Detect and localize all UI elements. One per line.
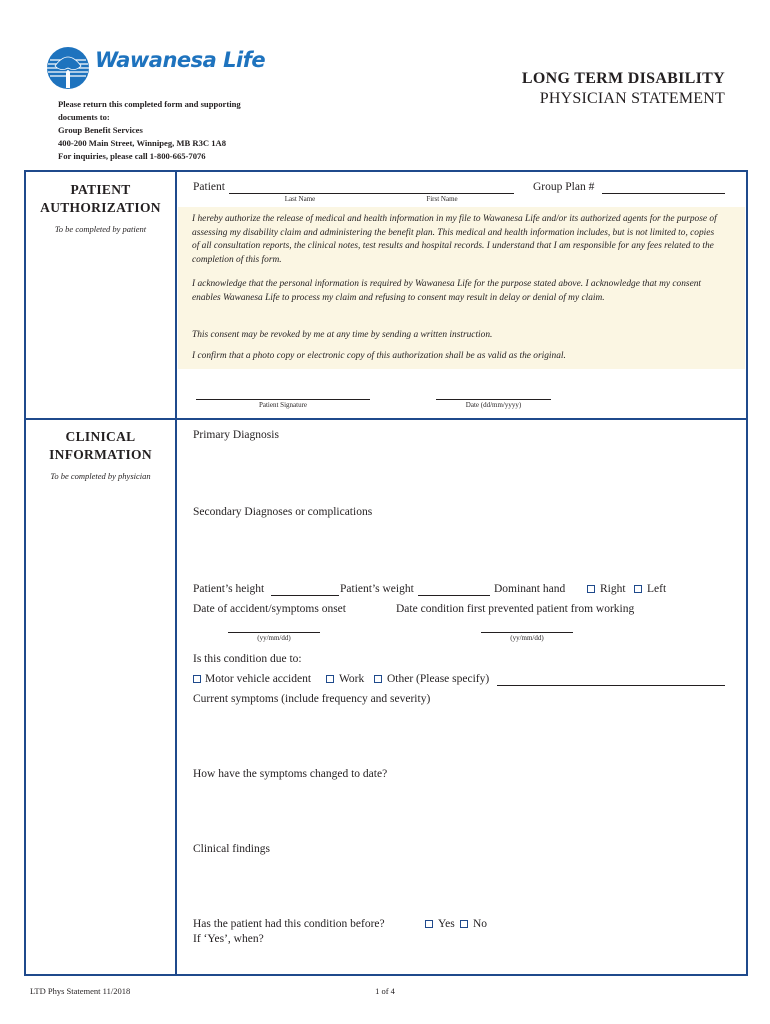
return-line: documents to: — [58, 112, 110, 122]
heading-line: INFORMATION — [49, 447, 152, 462]
right-hand-label: Right — [600, 583, 626, 595]
right-hand-checkbox[interactable] — [587, 585, 595, 593]
dominant-hand-label: Dominant hand — [494, 583, 566, 595]
patient-authorization-subtitle: To be completed by patient — [54, 224, 147, 234]
onset-date-format: (yy/mm/dd) — [257, 634, 291, 642]
first-name-caption: First Name — [426, 195, 458, 203]
had-before-question: Has the patient had this condition before? — [193, 918, 385, 930]
group-plan-label: Group Plan # — [533, 181, 595, 193]
return-line: Group Benefit Services — [58, 125, 143, 135]
weight-field[interactable] — [418, 595, 490, 596]
current-symptoms-label: Current symptoms (include frequency and severity) — [193, 693, 431, 705]
other-specify-field[interactable] — [497, 685, 725, 686]
accident-onset-label: Date of accident/symptoms onset — [193, 603, 346, 615]
secondary-diagnoses-label: Secondary Diagnoses or complications — [193, 506, 373, 518]
work-checkbox[interactable] — [326, 675, 334, 683]
patient-name-field[interactable] — [229, 193, 514, 194]
heading-line: AUTHORIZATION — [40, 200, 161, 215]
last-name-caption: Last Name — [284, 195, 316, 203]
left-hand-label: Left — [647, 583, 667, 595]
return-instructions — [58, 98, 298, 163]
signature-date-field[interactable] — [436, 399, 551, 400]
symptoms-changed-label: How have the symptoms changed to date? — [193, 768, 388, 780]
height-field[interactable] — [271, 595, 339, 596]
consent-paragraph: I confirm that a photo copy or electronic copy of this authorization shall be as valid as the original. — [192, 351, 566, 361]
if-yes-when-label: If ‘Yes’, when? — [193, 933, 264, 945]
prevented-date-field[interactable] — [481, 632, 573, 633]
page-number: 1 of 4 — [375, 986, 395, 996]
patient-authorization-heading — [26, 181, 175, 217]
heading-line: CLINICAL — [65, 429, 136, 444]
clinical-information-heading — [26, 428, 175, 464]
motor-vehicle-label: Motor vehicle accident — [205, 673, 312, 685]
height-label: Patient’s height — [193, 583, 265, 595]
clinical-findings-label: Clinical findings — [193, 843, 270, 855]
wawanesa-life-logo — [45, 46, 266, 94]
cause-question: Is this condition due to: — [193, 653, 302, 665]
onset-date-field[interactable] — [228, 632, 320, 633]
consent-paragraph: This consent may be revoked by me at any time by sending a written instruction. — [192, 330, 493, 340]
had-before-no-label: No — [473, 918, 488, 930]
form-id: LTD Phys Statement 11/2018 — [30, 986, 131, 996]
clinical-information-subtitle: To be completed by physician — [50, 471, 151, 481]
consent-paragraph: I hereby authorize the release of medical and health information in my file to Wawanesa Life and/or its authorized agents for the purpose of assessing my disability claim and administering the benefit plan. This medical and health information includes, but is not limited to, copies of all consultation reports, the clinical notes, test results and hospital records. I understand that I am responsible for any fees related to the completion of this form. — [192, 214, 717, 265]
other-checkbox[interactable] — [374, 675, 382, 683]
group-plan-field[interactable] — [602, 193, 725, 194]
prevented-working-label: Date condition first prevented patient from working — [396, 603, 635, 615]
form-title-line2: PHYSICIAN STATEMENT — [539, 90, 725, 107]
had-before-yes-checkbox[interactable] — [425, 920, 433, 928]
motor-vehicle-checkbox[interactable] — [193, 675, 201, 683]
other-label: Other (Please specify) — [387, 673, 490, 685]
brand-name: Wawanesa Life — [95, 48, 266, 72]
had-before-yes-label: Yes — [438, 918, 455, 930]
work-label: Work — [339, 673, 365, 685]
patient-label: Patient — [193, 181, 225, 193]
heading-line: PATIENT — [70, 182, 131, 197]
return-line: Please return this completed form and supporting — [58, 99, 241, 109]
left-hand-checkbox[interactable] — [634, 585, 642, 593]
weight-label: Patient’s weight — [340, 583, 414, 595]
had-before-no-checkbox[interactable] — [460, 920, 468, 928]
consent-paragraph: I acknowledge that the personal information is required by Wawanesa Life for the purpose stated above. I acknowledge that my consent enables Wawanesa Life to process my claim and refusing to consent may result in delay or denial of my claim. — [192, 279, 702, 303]
patient-signature-field[interactable] — [196, 399, 370, 400]
inquiries-line: For inquiries, please call 1-800-665-7076 — [58, 151, 206, 161]
section-divider — [24, 418, 748, 420]
patient-signature-caption: Patient Signature — [258, 401, 308, 409]
signature-date-caption: Date (dd/mm/yyyy) — [465, 401, 522, 409]
form-title-line1: LONG TERM DISABILITY — [521, 70, 725, 87]
prevented-date-format: (yy/mm/dd) — [510, 634, 544, 642]
column-divider — [175, 170, 177, 976]
primary-diagnosis-label: Primary Diagnosis — [193, 429, 279, 441]
return-line: 400-200 Main Street, Winnipeg, MB R3C 1A8 — [58, 138, 227, 148]
